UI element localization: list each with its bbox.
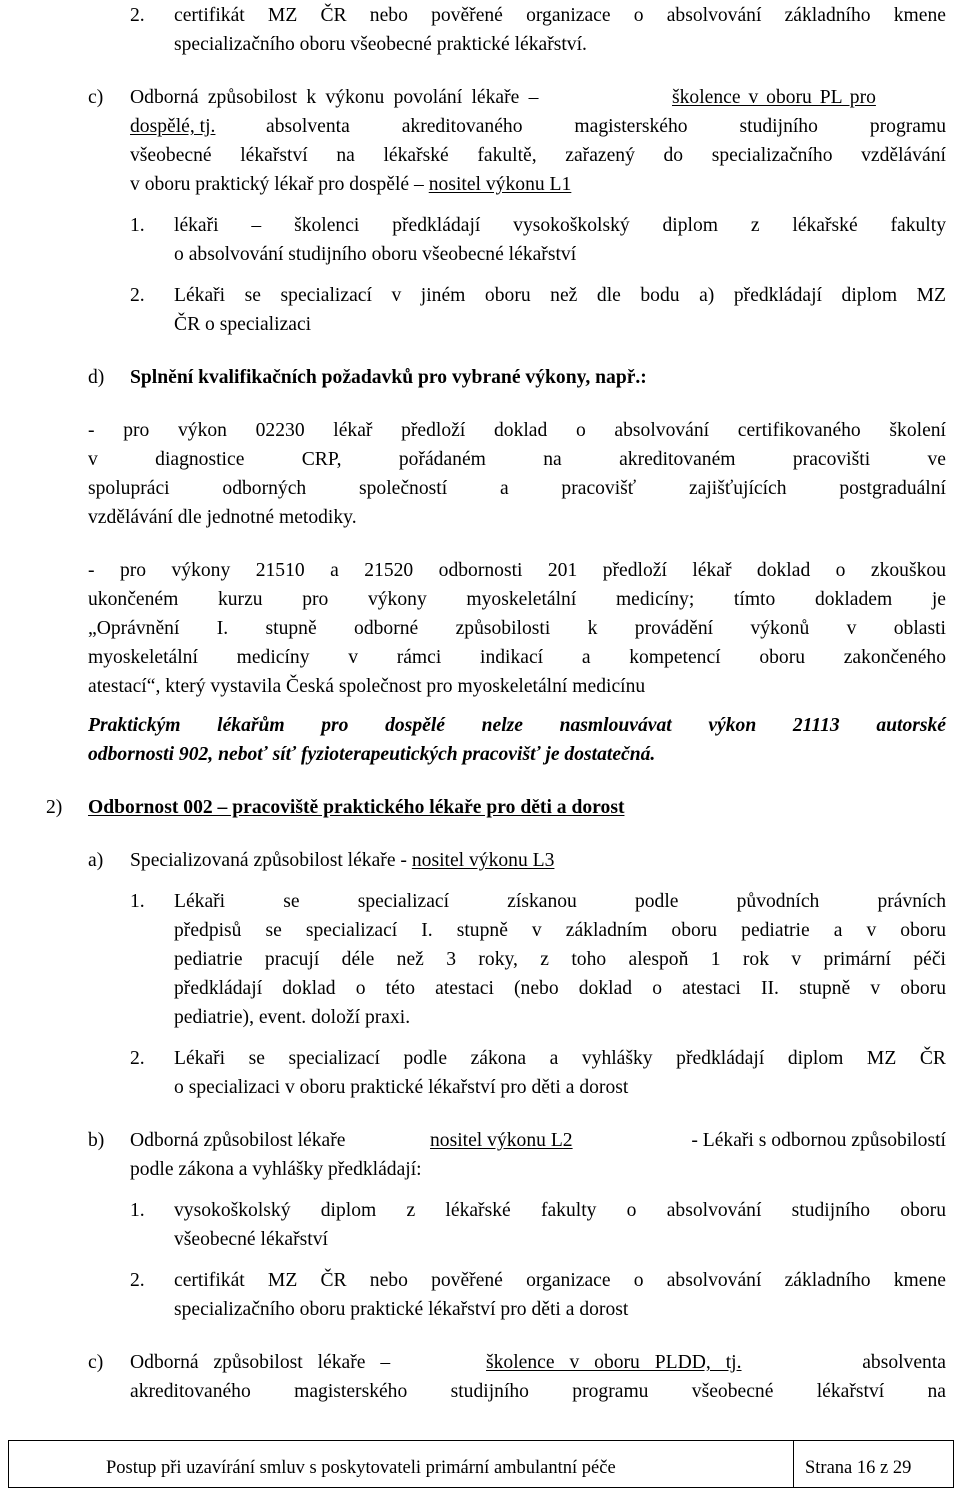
paragraph-line: předkládají doklad o této atestaci (nebo doklad o atestaci II. stupně v oboru xyxy=(174,978,946,999)
paragraph-line: Lékaři se specializací podle zákona a vyhlášky předkládají diplom MZ ČR xyxy=(174,1048,946,1069)
paragraph-line: pediatrie), event. doloží praxi. xyxy=(174,1007,411,1028)
paragraph-line: o specializaci v oboru praktické lékařství pro děti a dorost xyxy=(174,1077,629,1098)
text-segment: v oboru praktický lékař pro dospělé – xyxy=(130,174,424,195)
paragraph-line: „Oprávnění I. stupně odborné způsobilosti k provádění výkonů v oblasti xyxy=(88,618,946,639)
paragraph-line: Lékaři se specializací v jiném oboru než dle bodu a) předkládají diplom MZ xyxy=(174,285,946,306)
footer-title: Postup při uzavírání smluv s poskytovateli primární ambulantní péče xyxy=(106,1458,616,1478)
list-number: 2. xyxy=(130,285,145,306)
note-line: Praktickým lékařům pro dospělé nelze nasmlouvávat výkon 21113 autorské xyxy=(88,715,946,736)
paragraph-line: - pro výkony 21510 a 21520 odbornosti 201 předloží lékař doklad o zkouškou xyxy=(88,560,946,581)
list-number: 2. xyxy=(130,5,145,26)
paragraph-line: ukončeném kurzu pro výkony myoskeletální medicíny; tímto dokladem je xyxy=(88,589,946,610)
text-segment: Specializovaná způsobilost lékaře - xyxy=(130,850,407,871)
text-segment: školence v oboru PLDD, tj. xyxy=(486,1352,742,1373)
paragraph-line: všeobecné lékařství xyxy=(174,1229,328,1250)
paragraph-line: - pro výkon 02230 lékař předloží doklad o absolvování certifikovaného školení xyxy=(88,420,946,441)
list-number: 1. xyxy=(130,891,145,912)
paragraph-line: spolupráci odborných společností a pracovišť zajišťujících postgraduální xyxy=(88,478,946,499)
text-segment: školence v oboru PL pro xyxy=(672,87,876,108)
paragraph-line: certifikát MZ ČR nebo pověřené organizace o absolvování základního kmene xyxy=(174,5,946,26)
section-letter: d) xyxy=(88,367,105,388)
paragraph-line: všeobecné lékařství na lékařské fakultě, zařazený do specializačního vzdělávání xyxy=(130,145,946,166)
page-number: Strana 16 z 29 xyxy=(805,1458,912,1478)
paragraph-line xyxy=(130,851,554,871)
section-number: 2) xyxy=(46,797,63,818)
section-heading: Splnění kvalifikačních požadavků pro vybrané výkony, např.: xyxy=(130,367,647,388)
paragraph-line: o absolvování studijního oboru všeobecné lékařství xyxy=(174,244,577,265)
paragraph-line: myoskeletální medicíny v rámci indikací a kompetencí oboru zakončeného xyxy=(88,647,946,668)
section-letter: c) xyxy=(88,87,104,108)
text-segment: Odborná způsobilost k výkonu povolání lékaře – xyxy=(130,87,539,108)
text-segment: Odborná způsobilost lékaře – xyxy=(130,1352,391,1373)
paragraph-line: vysokoškolský diplom z lékařské fakulty o absolvování studijního oboru xyxy=(174,1200,946,1221)
paragraph-line xyxy=(130,88,946,108)
list-number: 2. xyxy=(130,1270,145,1291)
note-line: odbornosti 902, neboť síť fyzioterapeutických pracovišť je dostatečná. xyxy=(88,744,656,765)
section-letter: a) xyxy=(88,850,104,871)
paragraph-line: ČR o specializaci xyxy=(174,314,312,335)
text-segment: nositel výkonu L1 xyxy=(428,174,572,195)
paragraph-line: atestací“, který vystavila Česká společnost pro myoskeletální medicínu xyxy=(88,676,646,697)
paragraph-line: předpisů se specializací I. stupně v základním oboru pediatrie a v oboru xyxy=(174,920,946,941)
text-segment: absolventa akreditovaného magisterského studijního programu xyxy=(266,116,946,137)
list-number: 2. xyxy=(130,1048,145,1069)
list-number: 1. xyxy=(130,215,145,236)
paragraph-line: akreditovaného magisterského studijního programu všeobecné lékařství na xyxy=(130,1381,946,1402)
paragraph-line xyxy=(130,117,946,137)
text-segment: dospělé, tj. xyxy=(130,116,216,137)
text-segment: nositel výkonu L3 xyxy=(411,850,555,871)
paragraph-line: certifikát MZ ČR nebo pověřené organizace o absolvování základního kmene xyxy=(174,1270,946,1291)
page-footer xyxy=(8,1440,954,1488)
text-segment: Odborná způsobilost lékaře xyxy=(130,1130,346,1151)
section-heading: Odbornost 002 – pracoviště praktického lékaře pro děti a dorost xyxy=(88,797,625,818)
section-letter: c) xyxy=(88,1352,104,1373)
paragraph-line: specializačního oboru všeobecné praktické lékařství. xyxy=(174,34,587,55)
paragraph-line: v diagnostice CRP, pořádaném na akreditovaném pracovišti ve xyxy=(88,449,946,470)
paragraph-line: pediatrie pracují déle než 3 roky, z toho alespoň 1 rok v primární péči xyxy=(174,949,946,970)
text-segment: nositel výkonu L2 xyxy=(430,1130,573,1151)
text-segment: - Lékaři s odbornou způsobilostí xyxy=(691,1130,946,1151)
paragraph-line: vzdělávání dle jednotné metodiky. xyxy=(88,507,357,528)
text-segment: absolventa xyxy=(862,1352,946,1373)
list-number: 1. xyxy=(130,1200,145,1221)
paragraph-line: lékaři – školenci předkládají vysokoškolský diplom z lékařské fakulty xyxy=(174,215,946,236)
paragraph-line: podle zákona a vyhlášky předkládají: xyxy=(130,1159,422,1180)
paragraph-line: Lékaři se specializací získanou podle původních právních xyxy=(174,891,946,912)
paragraph-line xyxy=(130,175,571,195)
paragraph-line: specializačního oboru praktické lékařství pro děti a dorost xyxy=(174,1299,629,1320)
section-letter: b) xyxy=(88,1130,105,1151)
